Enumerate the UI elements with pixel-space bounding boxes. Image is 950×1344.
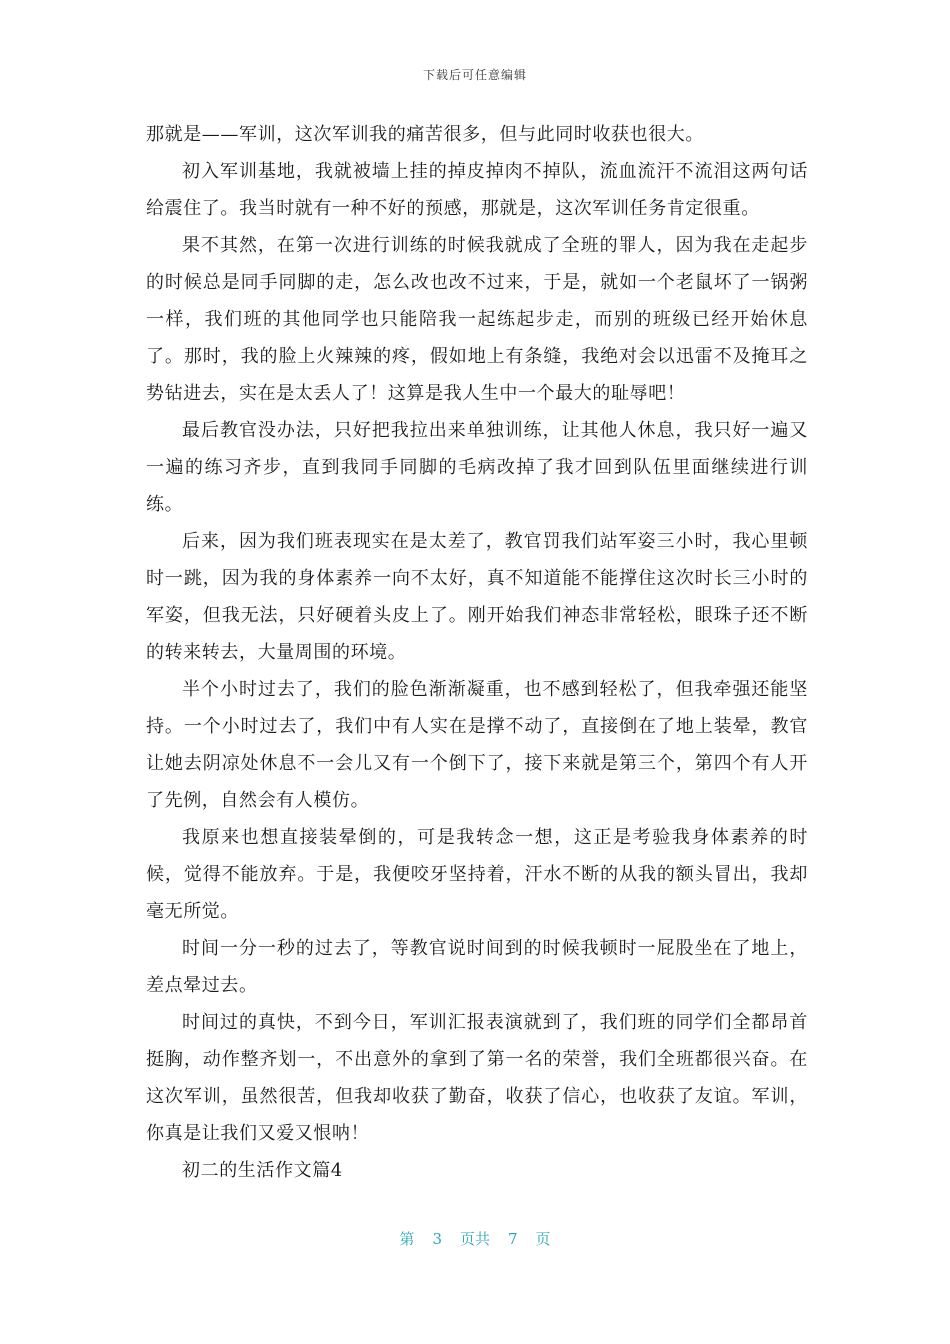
page-label-suffix: 页 (535, 1230, 551, 1248)
paragraph-8: 时间一分一秒的过去了，等教官说时间到的时候我顿时一屁股坐在了地上，差点晕过去。 (146, 938, 808, 996)
paragraph-9: 时间过的真快，不到今日，军训汇报表演就到了，我们班的同学们全都昂首挺胸，动作整齐划一，不出意外的拿到了第一名的荣誉，我们全班都很兴奋。在这次军训，虽然很苦，但我却收获了勤奋，收获了信心，也收获了友谊。军训，你真是让我们又爱又恨呐！ (146, 1012, 808, 1144)
total-pages-number: 7 (508, 1230, 518, 1248)
paragraph-1: 那就是——军训，这次军训我的痛苦很多，但与此同时收获也很大。 (146, 124, 704, 145)
page-label-prefix: 第 (399, 1230, 415, 1248)
page-footer (0, 1228, 950, 1249)
paragraph-7: 我原来也想直接装晕倒的，可是我转念一想，这正是考验我身体素养的时候，觉得不能放弃。于是，我便咬牙坚持着，汗水不断的从我的额头冒出，我却毫无所觉。 (146, 827, 808, 922)
paragraph-4: 最后教官没办法，只好把我拉出来单独训练，让其他人休息，我只好一遍又一遍的练习齐步，直到我同手同脚的毛病改掉了我才回到队伍里面继续进行训练。 (146, 420, 808, 515)
document-body (146, 116, 808, 1189)
current-page-number: 3 (432, 1230, 442, 1248)
paragraph-6: 半个小时过去了，我们的脸色渐渐凝重，也不感到轻松了，但我牵强还能坚持。一个小时过去了，我们中有人实在是撑不动了，直接倒在了地上装晕，教官让她去阴凉处休息不一会儿又有一个倒下了，接下来就是第三个，第四个有人开了先例，自然会有人模仿。 (146, 679, 808, 811)
paragraph-3: 果不其然，在第一次进行训练的时候我就成了全班的罪人，因为我在走起步的时候总是同手同脚的走，怎么改也改不过来，于是，就如一个老鼠坏了一锅粥一样，我们班的其他同学也只能陪我一起练起步走，而别的班级已经开始休息了。那时，我的脸上火辣辣的疼，假如地上有条缝，我绝对会以迅雷不及掩耳之势钻进去，实在是太丢人了！这算是我人生中一个最大的耻辱吧！ (146, 235, 808, 404)
section-heading: 初二的生活作文篇4 (182, 1160, 343, 1181)
paragraph-5: 后来，因为我们班表现实在是太差了，教官罚我们站军姿三小时，我心里顿时一跳，因为我的身体素养一向不太好，真不知道能不能撑住这次时长三小时的军姿，但我无法，只好硬着头皮上了。刚开始我们神态非常轻松，眼珠子还不断的转来转去，大量周围的环境。 (146, 531, 808, 663)
page-label-mid: 页共 (459, 1230, 490, 1248)
paragraph-2: 初入军训基地，我就被墙上挂的掉皮掉肉不掉队，流血流汗不流泪这两句话给震住了。我当时就有一种不好的预感，那就是，这次军训任务肯定很重。 (146, 161, 808, 219)
header-note: 下载后可任意编辑 (422, 68, 527, 82)
